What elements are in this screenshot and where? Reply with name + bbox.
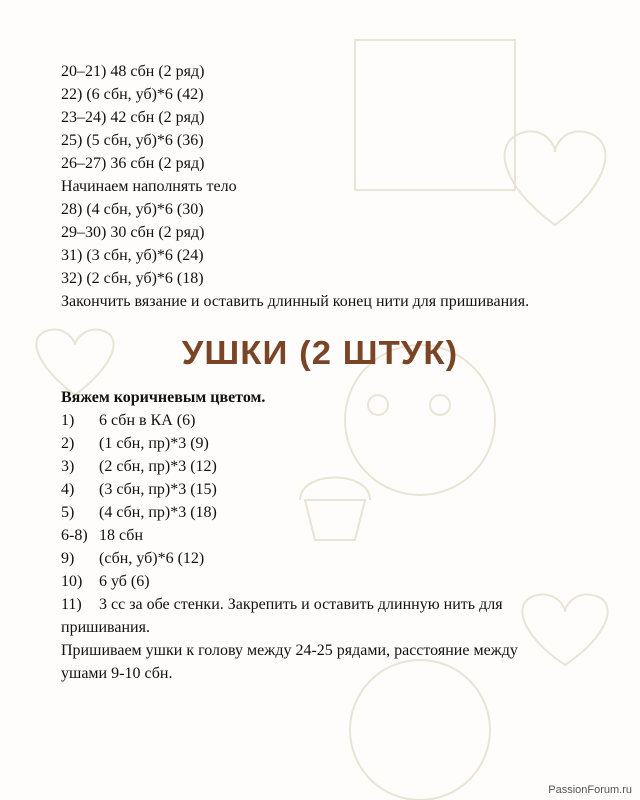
row (61, 455, 518, 478)
row: 25) (5 сбн, уб)*6 (36) (61, 132, 204, 149)
row-text: 3 сс за обе стенки. Закрепить и оставить длинную нить для (99, 596, 503, 613)
row: Начинаем наполнять тело (61, 178, 237, 195)
row-text: (1 сбн, пр)*3 (9) (99, 435, 209, 452)
row-number: 11) (61, 596, 82, 613)
row-text: 6 сбн в КА (6) (99, 412, 196, 429)
row-text: (4 сбн, пр)*3 (18) (99, 504, 217, 521)
row: Закончить вязание и оставить длинный конец нити для пришивания. (61, 293, 530, 310)
row-text: 18 сбн (99, 527, 143, 544)
row-number: 1) (61, 412, 75, 429)
body-rows (61, 60, 529, 313)
row (61, 432, 518, 455)
row: 20–21) 48 сбн (2 ряд) (61, 63, 205, 80)
row-continuation: пришивания. (61, 619, 150, 636)
row-number: 6-8) (61, 527, 88, 544)
heart-icon (522, 595, 607, 665)
row: 31) (3 сбн, уб)*6 (24) (61, 247, 204, 264)
row-number: 10) (61, 573, 83, 590)
row-number: 5) (61, 504, 75, 521)
row (61, 524, 518, 547)
watermark: PassionForum.ru (548, 784, 632, 796)
section-title: УШКИ (2 ШТУК) (181, 334, 459, 371)
row-text: 6 уб (6) (99, 573, 150, 590)
row (61, 570, 518, 593)
row: 22) (6 сбн, уб)*6 (42) (61, 86, 204, 103)
row-text: (3 сбн, пр)*3 (15) (99, 481, 217, 498)
row-number: 9) (61, 550, 75, 567)
intro: Вяжем коричневым цветом. (61, 389, 266, 406)
row (61, 547, 518, 570)
row (61, 409, 518, 432)
row-text: (сбн, уб)*6 (12) (99, 550, 205, 567)
row: 26–27) 36 сбн (2 ряд) (61, 155, 205, 172)
note: ушами 9-10 сбн. (61, 665, 173, 682)
row (61, 478, 518, 501)
note: Пришиваем ушки к голову между 24-25 рядами, расстояние между (61, 642, 518, 659)
row-number: 4) (61, 481, 75, 498)
ears-instructions (61, 386, 518, 685)
row-number: 3) (61, 458, 75, 475)
row-text: (2 сбн, пр)*3 (12) (99, 458, 217, 475)
row: 32) (2 сбн, уб)*6 (18) (61, 270, 204, 287)
row-number: 2) (61, 435, 75, 452)
row (61, 593, 518, 616)
row: 29–30) 30 сбн (2 ряд) (61, 224, 205, 241)
row: 23–24) 42 сбн (2 ряд) (61, 109, 205, 126)
row: 28) (4 сбн, уб)*6 (30) (61, 201, 204, 218)
row (61, 501, 518, 524)
